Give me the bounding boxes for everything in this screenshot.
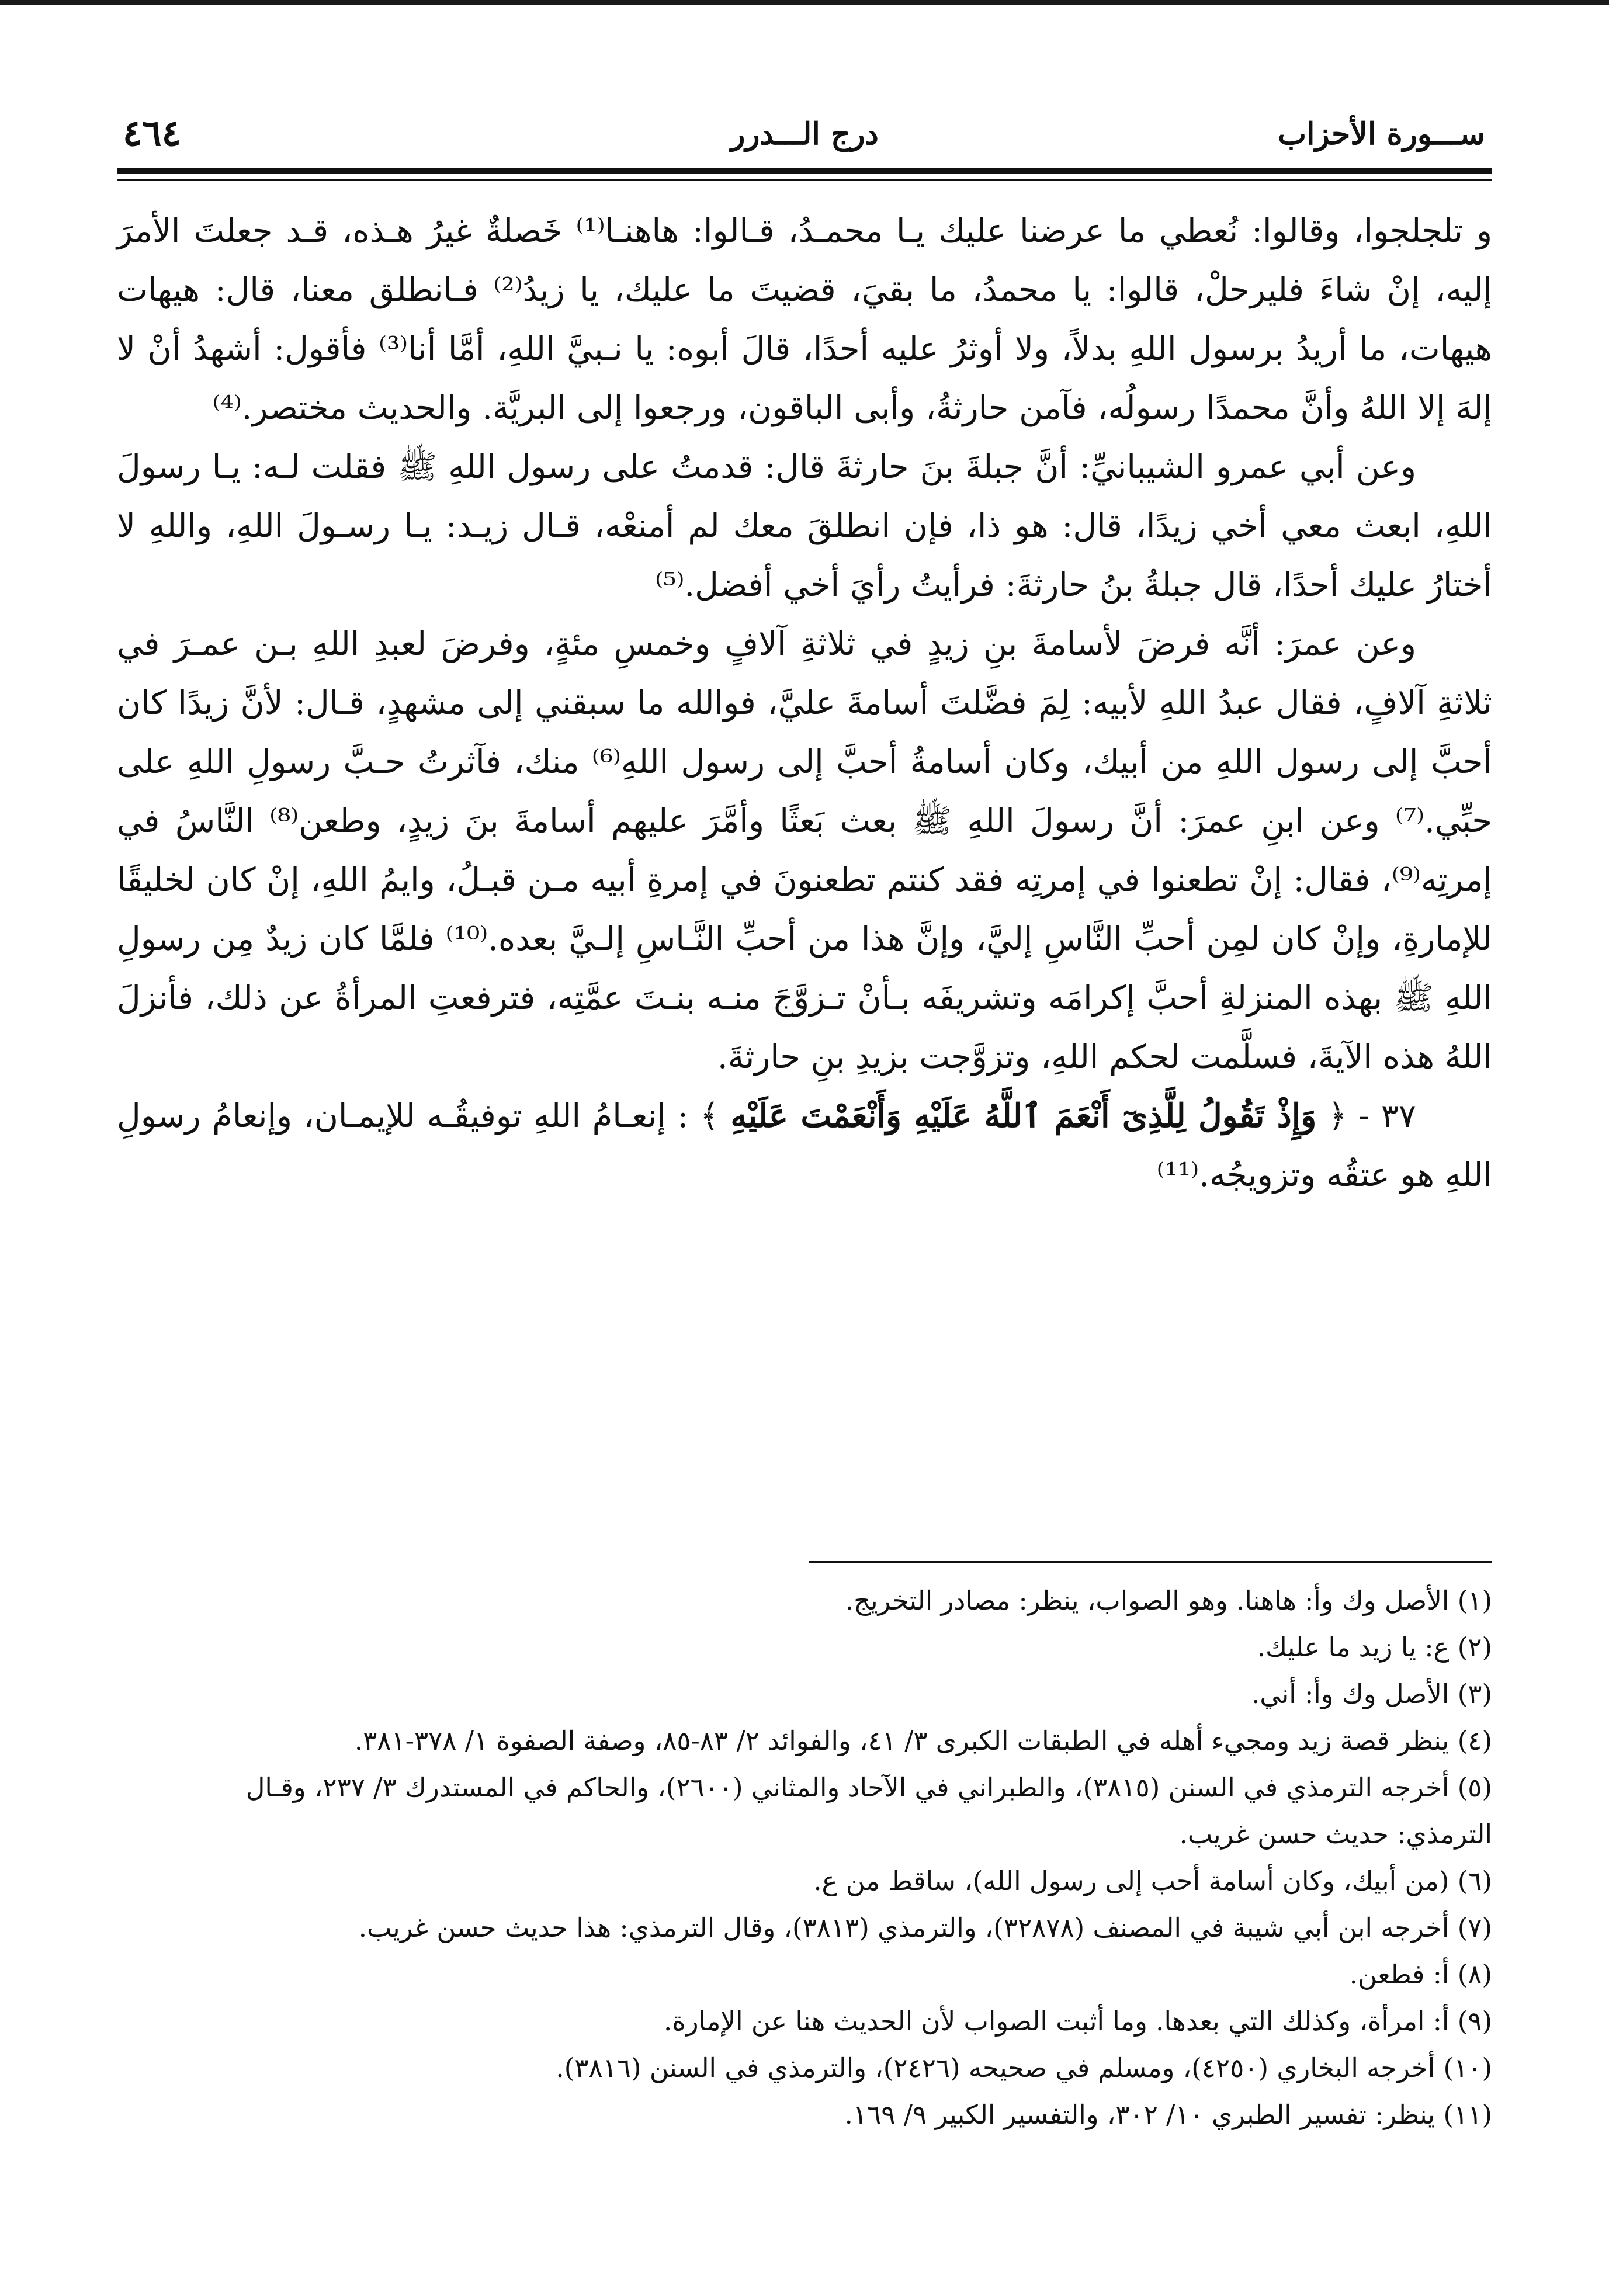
footnote-number: (٣) [1457,1678,1492,1709]
footnote [117,1577,1492,1624]
footnote-continuation: الترمذي: حديث حسن غريب. [1179,1819,1492,1850]
footnote-text: أخرجه ابن أبي شيبة في المصنف (٣٢٨٧٨)، والترمذي (٣٨١٣)، وقال الترمذي: هذا حديث حسن غريب. [358,1912,1450,1943]
verse-number: ٣٧ - [1358,1097,1416,1135]
footnote-text: أخرجه الترمذي في السنن (٣٨١٥)، والطبراني في الآحاد والمثاني (٢٦٠٠)، والحاكم في المستدرك ٣/ ٢٣٧، وقـال [245,1772,1450,1803]
footnote-text: أ: فطعن. [1349,1959,1450,1990]
verse-commentary: : إنعـامُ اللهِ توفيقُـه للإيمـان، وإنعامُ رسولِ اللهِ هو عتقُه وتزويجُه.⁽¹¹⁾ [117,1097,1492,1194]
header-rule-thin [117,179,1492,181]
footnote-text: أ: امرأة، وكذلك التي بعدها. وما أثبت الصواب لأن الحديث هنا عن الإمارة. [664,2006,1450,2037]
footnote-separator [809,1561,1492,1563]
footnote-number: (٦) [1457,1865,1492,1896]
book-title: درج الـــدرر [730,116,879,152]
footnote [117,1718,1492,1764]
footnote-text: ع: يا زيد ما عليك. [1257,1632,1450,1663]
surah-title: ســـورة الأحزاب [1278,116,1485,152]
footnote-text: ينظر: تفسير الطبري ١٠/ ٣٠٢، والتفسير الكبير ٩/ ١٦٩. [844,2099,1435,2130]
footnote-number: (٨) [1457,1959,1492,1990]
footnote-number: (٧) [1457,1912,1492,1943]
verse-text: وَإِذْ تَقُولُ لِلَّذِىٓ أَنْعَمَ ٱللَّهُ عَلَيْهِ وَأَنْعَمْتَ عَلَيْهِ [730,1097,1317,1135]
footnote-number: (٢) [1457,1632,1492,1663]
verse-open-bracket: ﴿ [1327,1097,1347,1135]
footnote [117,2045,1492,2092]
footnote [117,1905,1492,1951]
footnote-number: (١٠) [1443,2052,1492,2083]
footnote-number: (٩) [1457,2006,1492,2037]
footnote-text: الأصل وك وأ: هاهنا. وهو الصواب، ينظر: مصادر التخريج. [845,1585,1450,1616]
footnote-text: أخرجه البخاري (٤٢٥٠)، ومسلم في صحيحه (٢٤٢٦)، والترمذي في السنن (٣٨١٦). [556,2052,1435,2083]
page-top-edge [0,0,1609,5]
verse-paragraph [117,1087,1492,1205]
footnote-number: (١١) [1443,2099,1492,2130]
footnote [117,1764,1492,1811]
footnote-text: (من أبيك، وكان أسامة أحب إلى رسول الله)، ساقط من ع. [813,1865,1450,1896]
footnote-number: (٤) [1457,1725,1492,1756]
footnote [117,2092,1492,2138]
paragraph-2: وعن أبي عمرو الشيبانيِّ: أنَّ جبلةَ بنَ حارثةَ قال: قدمتُ على رسول اللهِ ﷺ فقلت لـه: يـا رسولَ اللهِ، ابعث معي أخي زيدًا، قال: هو ذا، فإن انطلقَ معك لم أمنعْه، قـال زيـد: يـا رسـولَ اللهِ، واللهِ لا أختارُ عليك أحدًا، قال جبلةُ بنُ حارثةَ: فرأيتُ رأيَ أخي أفضل.⁽⁵⁾ [117,448,1492,604]
footnote [117,1951,1492,1998]
footnote [117,1624,1492,1671]
running-header [117,108,1492,164]
footnote-text: الأصل وك وأ: أني. [1251,1678,1450,1709]
verse-close-bracket: ﴾ [699,1097,719,1135]
footnote-number: (١) [1457,1585,1492,1616]
page-number: ٤٦٤ [123,112,181,154]
paragraph-3: وعن عمرَ: أنَّه فرضَ لأسامةَ بنِ زيدٍ في ثلاثةِ آلافٍ وخمسِ مئةٍ، وفرضَ لعبدِ اللهِ بـن عمـرَ في ثلاثةِ آلافٍ، فقال عبدُ اللهِ لأبيه: لِمَ فضَّلتَ أسامةَ عليَّ، فوالله ما سبقني إلى مشهدٍ، قـال: لأنَّ زيدًا كان أحبَّ إلى رسول اللهِ من أبيك، وكان أسامةُ أحبَّ إلى رسول اللهِ⁽⁶⁾ منك، فآثرتُ حـبَّ رسولِ اللهِ على حبِّي.⁽⁷⁾ وعن ابنِ عمرَ: أنَّ رسولَ اللهِ ﷺ بعث بَعثًا وأمَّرَ عليهم أسامةَ بنَ زيدٍ، وطعن⁽⁸⁾ النَّاسُ في إمرتِه⁽⁹⁾، فقال: إنْ تطعنوا في إمرتِه فقد كنتم تطعنونَ في إمرةِ أبيه مـن قبـلُ، وايمُ اللهِ، إنْ كان لخليقًا للإمارةِ، وإنْ كان لمِن أحبِّ النَّاسِ إليَّ، وإنَّ هذا من أحبِّ النَّـاسِ إلـيَّ بعده.⁽¹⁰⁾ فلمَّا كان زيدٌ مِن رسولِ اللهِ ﷺ بهذه المنزلةِ أحبَّ إكرامَه وتشريفَه بـأنْ تـزوَّجَ منـه بنـتَ عمَّتِه، فترفعتِ المرأةُ عن ذلك، فأنزلَ اللهُ هذه الآيةَ، فسلَّمت لحكم اللهِ، وتزوَّجت بزيدِ بنِ حارثةَ. [117,625,1493,1076]
footnotes [117,1577,1492,2138]
footnote [117,1858,1492,1905]
footnote [117,1998,1492,2045]
footnote [117,1671,1492,1718]
paragraph-1: و تلجلجوا، وقالوا: نُعطي ما عرضنا عليك يـا محمـدُ، قـالوا: هاهنـا⁽¹⁾ خَصلةٌ غيرُ هـذه، قـد جعلتَ الأمرَ إليه، إنْ شاءَ فليرحلْ، قالوا: يا محمدُ، ما بقيَ، قضيتَ ما عليك، يا زيدُ⁽²⁾ فـانطلق معنا، قال: هيهات هيهات، ما أريدُ برسول اللهِ بدلاً، ولا أوثرُ عليه أحدًا، قالَ أبوه: يا نـبيَّ اللهِ، أمَّا أنا⁽³⁾ فأقول: أشهدُ أنْ لا إلهَ إلا اللهُ وأنَّ محمدًا رسولُه، فآمن حارثةُ، وأبى الباقون، ورجعوا إلى البريَّة. والحديث مختصر.⁽⁴⁾ [117,212,1493,427]
main-text [117,202,1492,1205]
footnote-number: (٥) [1457,1772,1492,1803]
footnote-text: ينظر قصة زيد ومجيء أهله في الطبقات الكبرى ٣/ ٤١، والفوائد ٢/ ٨٣-٨٥، وصفة الصفوة ١/ ٣٧٨-٣٨١. [354,1725,1450,1756]
header-rule-thick [117,168,1492,174]
